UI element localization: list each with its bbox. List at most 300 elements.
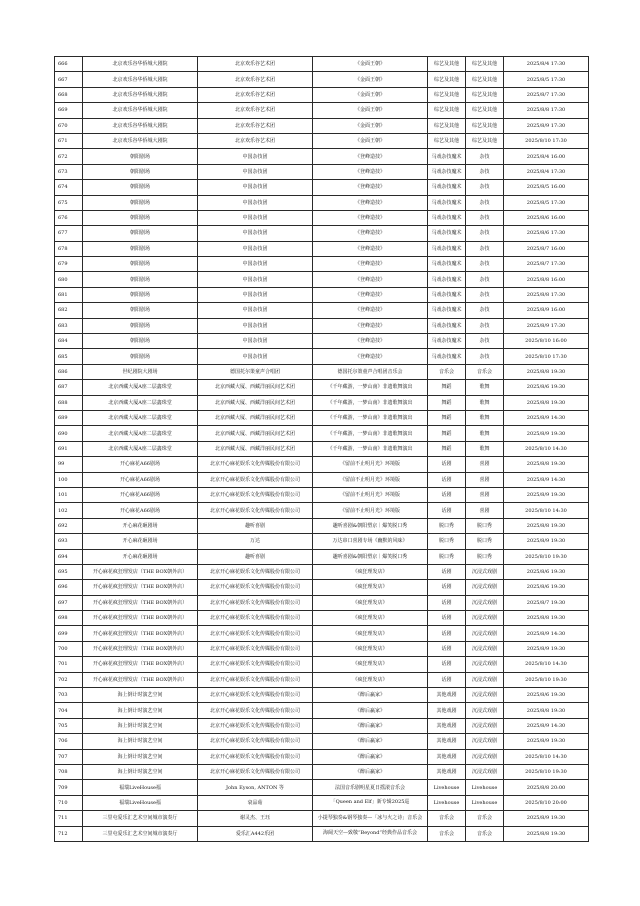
cell-number: 681 [55,287,83,302]
cell-category: 综艺及其他 [428,72,466,87]
cell-show: 《登峰造技》 [313,195,428,210]
document-page [54,56,588,842]
cell-venue: 北京欢乐谷华侨城大剧院 [83,103,198,118]
cell-category: Livehouse [428,795,466,810]
cell-type: 沉浸式戏剧 [466,580,504,595]
cell-show: 《金面王朝》 [313,72,428,87]
cell-time: 2025/8/10 20:00 [504,795,589,810]
cell-venue: 朝阳剧场 [83,303,198,318]
cell-number: 686 [55,364,83,379]
cell-venue: 朝阳剧场 [83,334,198,349]
cell-type: 沉浸式戏剧 [466,688,504,703]
cell-category: 综艺及其他 [428,57,466,72]
cell-type: 沉浸式戏剧 [466,734,504,749]
cell-category: 马戏杂技魔术 [428,180,466,195]
cell-show: 《疯狂理发店》 [313,672,428,687]
cell-category: Livehouse [428,780,466,795]
table-row [55,334,589,349]
cell-time: 2025/8/9 19:30 [504,734,589,749]
cell-show: 《登峰造技》 [313,149,428,164]
cell-category: 舞蹈 [428,395,466,410]
cell-number: 701 [55,657,83,672]
cell-time: 2025/8/6 17:30 [504,226,589,241]
cell-time: 2025/8/9 14:30 [504,410,589,425]
cell-number: 102 [55,503,83,518]
cell-category: 舞蹈 [428,410,466,425]
cell-type: 综艺及其他 [466,57,504,72]
cell-organizer: 中国杂技团 [198,272,313,287]
cell-number: 690 [55,426,83,441]
table-row [55,72,589,87]
cell-time: 2025/8/10 19:30 [504,672,589,687]
cell-type: 综艺及其他 [466,103,504,118]
cell-show: 《醉后赢家》 [313,688,428,703]
cell-show: 《疯狂理发店》 [313,611,428,626]
cell-type: 杂技 [466,257,504,272]
cell-time: 2025/8/9 19:30 [504,487,589,502]
cell-organizer: 中国杂技团 [198,180,313,195]
cell-type: 沉浸式戏剧 [466,657,504,672]
cell-venue: 海上倒计时演艺空间 [83,703,198,718]
cell-organizer: 中国杂技团 [198,257,313,272]
table-row [55,303,589,318]
cell-category: 话剧 [428,472,466,487]
table-row [55,364,589,379]
cell-type: 杂技 [466,272,504,287]
cell-type: 杂技 [466,210,504,225]
cell-show: 《千年藏游，一梦山南》非遗歌舞演出 [313,410,428,425]
cell-time: 2025/8/8 17:30 [504,103,589,118]
cell-venue: 朝阳剧场 [83,180,198,195]
table-row [55,657,589,672]
cell-category: 其他戏剧 [428,688,466,703]
cell-organizer: 中国杂技团 [198,287,313,302]
cell-organizer: 北京开心麻花娱乐文化传媒股份有限公司 [198,580,313,595]
cell-organizer: 北京开心麻花娱乐文化传媒股份有限公司 [198,626,313,641]
cell-show: 《登峰造技》 [313,241,428,256]
table-row [55,626,589,641]
cell-number: 680 [55,272,83,287]
cell-type: 杂技 [466,180,504,195]
cell-show: 《醉后赢家》 [313,703,428,718]
cell-type: 杂技 [466,241,504,256]
cell-venue: 开心麻花A66剧场 [83,487,198,502]
cell-category: 综艺及其他 [428,103,466,118]
cell-venue: 开心麻花疯狂理发店（THE BOX朝外店） [83,641,198,656]
cell-venue: 开心麻花疯狂理发店（THE BOX朝外店） [83,657,198,672]
table-row [55,457,589,472]
cell-organizer: 北京开心麻花娱乐文化传媒股份有限公司 [198,657,313,672]
cell-venue: 朝阳剧场 [83,318,198,333]
cell-show: 《留前不止明月光》环境版 [313,472,428,487]
cell-category: 脱口秀 [428,534,466,549]
cell-type: 杂技 [466,287,504,302]
table-row [55,426,589,441]
cell-organizer: 中国杂技团 [198,303,313,318]
cell-time: 2025/8/8 19:30 [504,518,589,533]
cell-number: 695 [55,564,83,579]
cell-show: 德国托尔策童声合唱团音乐会 [313,364,428,379]
cell-type: Livehouse [466,795,504,810]
cell-category: 话剧 [428,487,466,502]
cell-number: 100 [55,472,83,487]
cell-venue: 朝阳剧场 [83,349,198,364]
cell-number: 691 [55,441,83,456]
cell-show: 《登峰造技》 [313,303,428,318]
cell-show: 《千年藏游，一梦山南》非遗歌舞演出 [313,395,428,410]
cell-type: 沉浸式戏剧 [466,641,504,656]
cell-type: 杂技 [466,164,504,179]
cell-organizer: John Eyson, ANTON 等 [198,780,313,795]
cell-venue: 三里屯爱乐汇艺术空间城市演奏厅 [83,811,198,826]
cell-category: 话剧 [428,503,466,518]
cell-venue: 北京西藏大厦A座二层鑫珠堂 [83,395,198,410]
cell-organizer: 德国托尔策童声合唱团 [198,364,313,379]
cell-number: 704 [55,703,83,718]
cell-time: 2025/8/9 19:30 [504,426,589,441]
cell-time: 2025/8/10 14:30 [504,503,589,518]
cell-show: 《留前不止明月光》环境版 [313,503,428,518]
cell-type: 音乐会 [466,811,504,826]
cell-category: 话剧 [428,457,466,472]
table-row [55,780,589,795]
cell-type: 歌舞 [466,426,504,441]
cell-time: 2025/8/10 17:30 [504,133,589,148]
cell-time: 2025/8/7 17:30 [504,257,589,272]
cell-venue: 朝阳剧场 [83,164,198,179]
cell-category: 马戏杂技魔术 [428,149,466,164]
cell-show: 小提琴独奏&钢琴独奏—「冰与火之诗」音乐会 [313,811,428,826]
cell-category: 马戏杂技魔术 [428,334,466,349]
cell-time: 2025/8/6 19:30 [504,380,589,395]
cell-time: 2025/8/8 19:30 [504,395,589,410]
cell-show: 《登峰造技》 [313,318,428,333]
cell-type: 杂技 [466,318,504,333]
cell-number: 101 [55,487,83,502]
table-row [55,380,589,395]
table-row [55,703,589,718]
table-row [55,410,589,425]
cell-show: 《千年藏游，一梦山南》非遗歌舞演出 [313,426,428,441]
cell-show: 《金面王朝》 [313,118,428,133]
cell-time: 2025/8/6 16:00 [504,210,589,225]
cell-show: 趣听喜剧&朝阳塑京｜爆笑脱口秀 [313,518,428,533]
table-row [55,580,589,595]
cell-time: 2025/8/9 14:30 [504,626,589,641]
cell-number: 699 [55,626,83,641]
cell-category: 话剧 [428,580,466,595]
cell-type: 歌舞 [466,380,504,395]
cell-number: 705 [55,718,83,733]
cell-venue: 开心麻花疯狂理发店（THE BOX朝外店） [83,672,198,687]
cell-type: 沉浸式戏剧 [466,564,504,579]
cell-show: 《登峰造技》 [313,210,428,225]
table-row [55,87,589,102]
table-row [55,734,589,749]
cell-number: 710 [55,795,83,810]
cell-show: 趣听喜剧&朝阳塑京｜爆笑脱口秀 [313,549,428,564]
cell-number: 689 [55,410,83,425]
cell-time: 2025/8/9 14:30 [504,718,589,733]
table-row [55,518,589,533]
cell-time: 2025/8/8 16:00 [504,272,589,287]
cell-organizer: 北京开心麻花娱乐文化传媒股份有限公司 [198,595,313,610]
cell-time: 2025/8/9 19:30 [504,534,589,549]
cell-show: 「Queen and Elf」新专辑2025巡 [313,795,428,810]
cell-number: 709 [55,780,83,795]
cell-type: Livehouse [466,780,504,795]
table-row [55,180,589,195]
table-row [55,257,589,272]
cell-organizer: 中国杂技团 [198,318,313,333]
cell-time: 2025/8/10 14:30 [504,749,589,764]
cell-number: 679 [55,257,83,272]
cell-organizer: 北京开心麻花娱乐文化传媒股份有限公司 [198,472,313,487]
cell-type: 脱口秀 [466,518,504,533]
table-row [55,164,589,179]
cell-show: 《醉后赢家》 [313,734,428,749]
cell-time: 2025/8/8 19:30 [504,826,589,841]
cell-show: 《千年藏游，一梦山南》非遗歌舞演出 [313,380,428,395]
cell-organizer: 北京开心麻花娱乐文化传媒股份有限公司 [198,764,313,779]
cell-organizer: 北京开心麻花娱乐文化传媒股份有限公司 [198,564,313,579]
cell-venue: 北京西藏大厦A座二层鑫珠堂 [83,426,198,441]
cell-show: 《醉后赢家》 [313,764,428,779]
cell-time: 2025/8/5 17:30 [504,72,589,87]
cell-number: 675 [55,195,83,210]
cell-time: 2025/8/10 19:30 [504,549,589,564]
cell-number: 667 [55,72,83,87]
cell-category: 话剧 [428,657,466,672]
cell-number: 684 [55,334,83,349]
cell-number: 712 [55,826,83,841]
cell-venue: 北京欢乐谷华侨城大剧院 [83,57,198,72]
cell-time: 2025/8/8 19:30 [504,364,589,379]
cell-number: 702 [55,672,83,687]
cell-organizer: 北京欢乐谷艺术团 [198,133,313,148]
cell-category: 话剧 [428,641,466,656]
cell-number: 677 [55,226,83,241]
cell-time: 2025/8/9 17:30 [504,318,589,333]
cell-category: 马戏杂技魔术 [428,164,466,179]
cell-category: 马戏杂技魔术 [428,195,466,210]
cell-number: 672 [55,149,83,164]
cell-category: 马戏杂技魔术 [428,303,466,318]
cell-number: 678 [55,241,83,256]
cell-organizer: 北京西藏大厦、西藏洋丽民间艺术团 [198,410,313,425]
cell-type: 沉浸式戏剧 [466,672,504,687]
cell-number: 669 [55,103,83,118]
cell-category: 马戏杂技魔术 [428,349,466,364]
cell-category: 综艺及其他 [428,87,466,102]
cell-organizer: 北京西藏大厦、西藏洋丽民间艺术团 [198,395,313,410]
cell-type: 综艺及其他 [466,133,504,148]
cell-organizer: 北京欢乐谷艺术团 [198,103,313,118]
table-row [55,795,589,810]
cell-number: 708 [55,764,83,779]
cell-number: 668 [55,87,83,102]
cell-number: 692 [55,518,83,533]
cell-organizer: 北京开心麻花娱乐文化传媒股份有限公司 [198,672,313,687]
table-row [55,241,589,256]
cell-time: 2025/8/6 19:30 [504,564,589,579]
cell-organizer: 北京开心麻花娱乐文化传媒股份有限公司 [198,641,313,656]
cell-organizer: 中国杂技团 [198,334,313,349]
cell-venue: 朝阳剧场 [83,257,198,272]
cell-time: 2025/8/8 20:00 [504,780,589,795]
cell-time: 2025/8/10 19:30 [504,764,589,779]
table-row [55,118,589,133]
cell-venue: 北京西藏大厦A座二层鑫珠堂 [83,410,198,425]
table-row [55,718,589,733]
cell-venue: 北京欢乐谷华侨城大剧院 [83,133,198,148]
cell-time: 2025/8/7 17:30 [504,87,589,102]
cell-time: 2025/8/9 19:30 [504,811,589,826]
cell-organizer: 中国杂技团 [198,210,313,225]
table-row [55,764,589,779]
cell-number: 694 [55,549,83,564]
cell-category: 舞蹈 [428,441,466,456]
cell-organizer: 万达 [198,534,313,549]
cell-organizer: 北京西藏大厦、西藏洋丽民间艺术团 [198,426,313,441]
cell-organizer: 北京开心麻花娱乐文化传媒股份有限公司 [198,749,313,764]
cell-category: 舞蹈 [428,426,466,441]
table-row [55,349,589,364]
cell-category: 其他戏剧 [428,703,466,718]
cell-type: 杂技 [466,303,504,318]
cell-number: 707 [55,749,83,764]
cell-time: 2025/8/8 19:30 [504,457,589,472]
cell-category: 话剧 [428,595,466,610]
cell-type: 沉浸式戏剧 [466,595,504,610]
cell-show: 《疯狂理发店》 [313,580,428,595]
table-row [55,826,589,841]
cell-number: 676 [55,210,83,225]
cell-type: 歌舞 [466,441,504,456]
cell-venue: 开心麻花A66剧场 [83,503,198,518]
cell-show: 《疯狂理发店》 [313,657,428,672]
cell-category: 马戏杂技魔术 [428,272,466,287]
cell-number: 683 [55,318,83,333]
cell-category: 马戏杂技魔术 [428,226,466,241]
cell-time: 2025/8/10 14:30 [504,441,589,456]
cell-organizer: 北京开心麻花娱乐文化传媒股份有限公司 [198,487,313,502]
cell-venue: 北京西藏大厦A座二层鑫珠堂 [83,380,198,395]
table-row [55,641,589,656]
cell-type: 沉浸式戏剧 [466,626,504,641]
cell-type: 沉浸式戏剧 [466,718,504,733]
cell-venue: 开心麻花砸剧场 [83,518,198,533]
cell-organizer: 北京开心麻花娱乐文化传媒股份有限公司 [198,457,313,472]
cell-venue: 海上倒计时演艺空间 [83,764,198,779]
cell-number: 693 [55,534,83,549]
cell-type: 综艺及其他 [466,87,504,102]
cell-number: 666 [55,57,83,72]
cell-venue: 海上倒计时演艺空间 [83,749,198,764]
cell-category: 话剧 [428,626,466,641]
cell-show: 《登峰造技》 [313,164,428,179]
cell-organizer: 趣听喜剧 [198,518,313,533]
cell-show: 《登峰造技》 [313,334,428,349]
cell-number: 700 [55,641,83,656]
cell-type: 脱口秀 [466,534,504,549]
cell-type: 喜剧 [466,457,504,472]
table-row [55,672,589,687]
cell-venue: 海上倒计时演艺空间 [83,734,198,749]
table-row [55,472,589,487]
table-row [55,149,589,164]
cell-type: 综艺及其他 [466,72,504,87]
cell-time: 2025/8/4 16:00 [504,149,589,164]
cell-venue: 北京欢乐谷华侨城大剧院 [83,118,198,133]
cell-type: 喜剧 [466,503,504,518]
cell-organizer: 北京开心麻花娱乐文化传媒股份有限公司 [198,703,313,718]
cell-venue: 朝阳剧场 [83,272,198,287]
cell-type: 杂技 [466,149,504,164]
cell-show: 《疯狂理发店》 [313,595,428,610]
cell-number: 706 [55,734,83,749]
table-row [55,688,589,703]
cell-category: 综艺及其他 [428,133,466,148]
cell-category: 脱口秀 [428,518,466,533]
cell-venue: 开心麻花疯狂理发店（THE BOX朝外店） [83,595,198,610]
cell-category: 音乐会 [428,826,466,841]
cell-number: 671 [55,133,83,148]
cell-show: 《金面王朝》 [313,103,428,118]
cell-category: 音乐会 [428,811,466,826]
cell-number: 682 [55,303,83,318]
cell-show: 《登峰造技》 [313,226,428,241]
cell-number: 670 [55,118,83,133]
cell-venue: 朝阳剧场 [83,210,198,225]
cell-type: 杂技 [466,226,504,241]
cell-organizer: 衰品菇 [198,795,313,810]
table-row [55,103,589,118]
cell-category: 脱口秀 [428,549,466,564]
cell-type: 音乐会 [466,364,504,379]
table-row [55,287,589,302]
cell-organizer: 谢灵杰、王珏 [198,811,313,826]
cell-venue: 开心麻花疯狂理发店（THE BOX朝外店） [83,580,198,595]
cell-category: 其他戏剧 [428,734,466,749]
cell-type: 歌舞 [466,410,504,425]
cell-category: 话剧 [428,564,466,579]
cell-organizer: 中国杂技团 [198,349,313,364]
cell-venue: 朝阳剧场 [83,287,198,302]
cell-venue: 福瑞LiveHouse福 [83,780,198,795]
cell-show: 《登峰造技》 [313,180,428,195]
cell-venue: 开心麻花疯狂理发店（THE BOX朝外店） [83,626,198,641]
cell-organizer: 北京开心麻花娱乐文化传媒股份有限公司 [198,611,313,626]
cell-category: 马戏杂技魔术 [428,210,466,225]
cell-time: 2025/8/8 19:30 [504,611,589,626]
cell-show: 法国音乐剧明星夏日摇滚音乐会 [313,780,428,795]
cell-time: 2025/8/7 19:30 [504,595,589,610]
cell-type: 杂技 [466,334,504,349]
cell-show: 《醉后赢家》 [313,718,428,733]
cell-time: 2025/8/5 16:00 [504,180,589,195]
cell-organizer: 北京开心麻花娱乐文化传媒股份有限公司 [198,503,313,518]
table-row [55,811,589,826]
cell-time: 2025/8/8 19:30 [504,703,589,718]
cell-organizer: 爱乐汇A442乐团 [198,826,313,841]
cell-number: 688 [55,395,83,410]
cell-organizer: 北京开心麻花娱乐文化传媒股份有限公司 [198,734,313,749]
table-row [55,549,589,564]
cell-type: 脱口秀 [466,549,504,564]
cell-number: 697 [55,595,83,610]
cell-venue: 北京欢乐谷华侨城大剧院 [83,72,198,87]
